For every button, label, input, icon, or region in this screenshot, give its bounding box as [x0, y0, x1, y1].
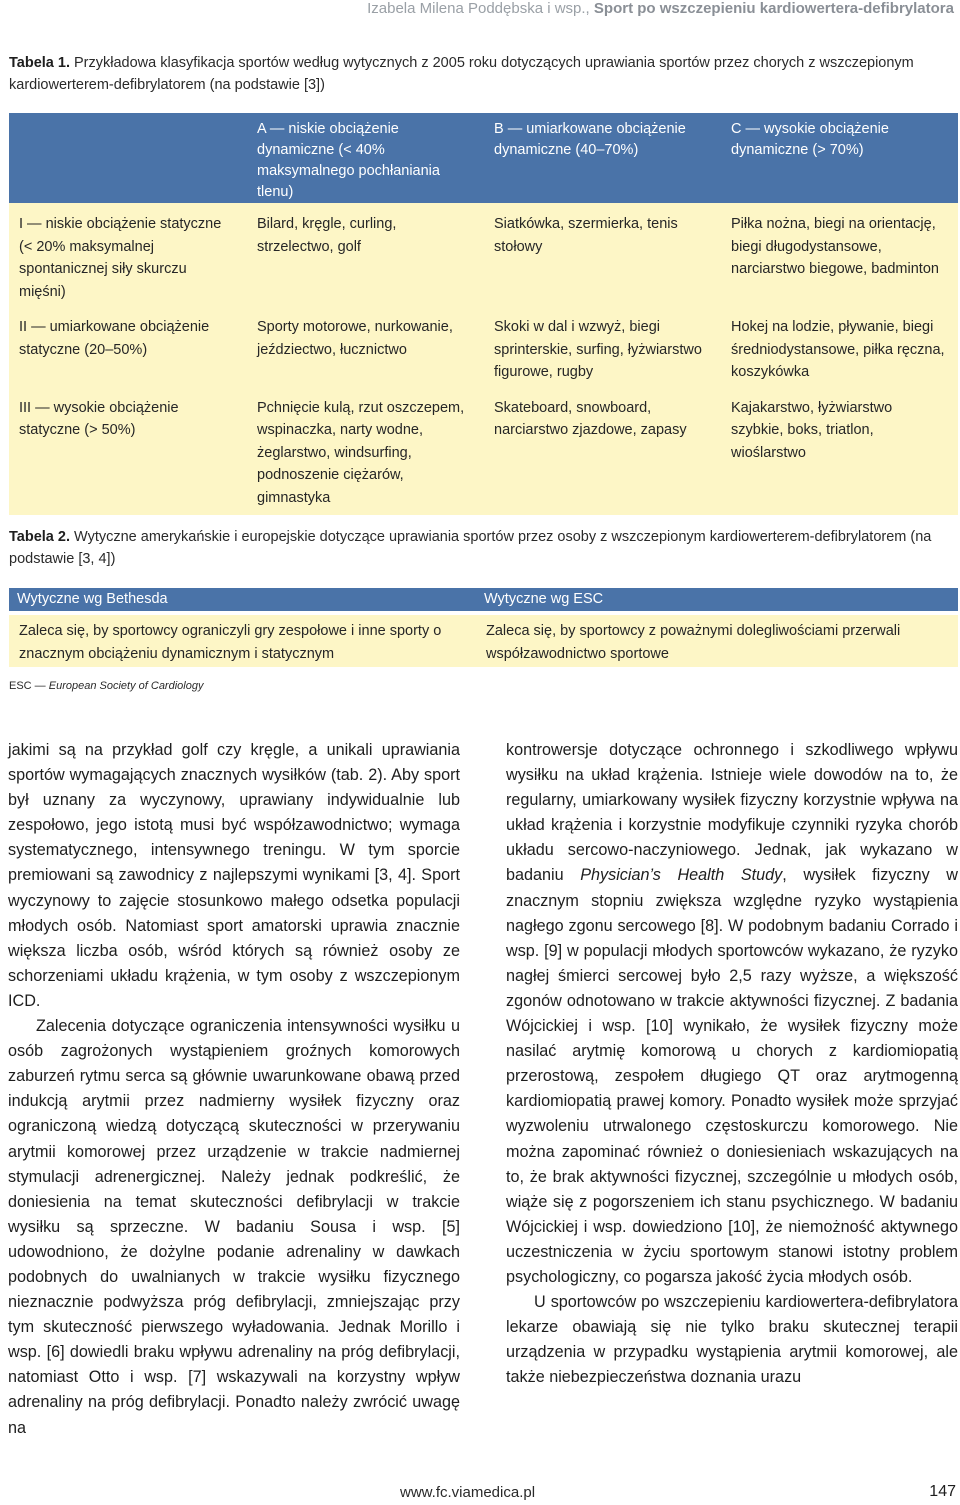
table2-caption-text: Wytyczne amerykańskie i europejskie dotyczące uprawiania sportów przez osoby z wszczepionym kardiowerterem-defibrylatorem (na podstawie [3, 4]): [9, 529, 932, 567]
table2-label: Tabela 2.: [9, 529, 70, 545]
table2-header-bethesda: Wytyczne wg Bethesda: [17, 591, 168, 607]
table2-header-esc: Wytyczne wg ESC: [484, 591, 604, 607]
footnote-text: European Society of Cardiology: [48, 680, 204, 692]
table2-header-row: [9, 588, 958, 611]
table-cell: Skoki w dal i wzwyż, biegi sprinterskie, surfing, łyżwiarstwo figurowe, rugby: [484, 310, 721, 391]
table2: [9, 588, 958, 667]
table-cell: Sporty motorowe, nurkowanie, jeździectwo, łucznictwo: [247, 310, 484, 391]
table-cell: Skateboard, snowboard, narciarstwo zjazdowe, zapasy: [484, 391, 721, 516]
running-head-authors: Izabela Milena Poddębska i wsp.,: [367, 0, 590, 17]
table1-header-c: C — wysokie obciążenie dynamiczne (> 70%): [721, 113, 958, 203]
running-head-title: Sport po wszczepieniu kardiowertera-defibrylatora: [593, 0, 954, 17]
table-cell: Kajakarstwo, łyżwiarstwo szybkie, boks, triatlon, wioślarstwo: [721, 391, 958, 516]
table1-header-empty: [9, 113, 247, 203]
table-cell: Siatkówka, szermierka, tenis stołowy: [484, 203, 721, 310]
table-cell: Bilard, kręgle, curling, strzelectwo, golf: [247, 203, 484, 310]
footer-url[interactable]: www.fc.viamedica.pl: [400, 1484, 536, 1501]
table2-caption: [9, 526, 959, 570]
body-paragraph: Zalecenia dotyczące ograniczenia intensywności wysiłku u osób zagrożonych wystąpieniem groźnych komorowych zaburzeń rytmu serca są głównie uwarunkowane obawą przed indukcją arytmii przez nadmierny wysiłek fizyczny oraz ograniczoną wiedzą dotyczącą skuteczności w przerywaniu arytmii komorowej przez urządzenie w trakcie nadmiernej stymulacji adrenergicznej. Należy jednak podkreślić, że doniesienia na temat skuteczności defibrylacji w trakcie wysiłku są sprzeczne. W badaniu Sousa i wsp. [5] udowodniono, że dożylne podanie adrenaliny w dawkach podobnych do uwalnianych w trakcie wysiłku fizycznego nieznacznie podwyższa próg defibrylacji, zmniejszając przy tym skuteczność pierwszego wyładowania. Jednak Morillo i wsp. [6] dowiedli braku wpływu adrenaliny na próg defibrylacji, natomiast Otto i wsp. [7] wskazywali na korzystny wpływ adrenaliny na próg defibrylacji. Ponadto należy zwrócić uwagę na: [8, 1017, 460, 1437]
table2-footnote: [9, 680, 203, 692]
table1-header-b: B — umiarkowane obciążenie dynamiczne (40–70%): [484, 113, 721, 203]
table1-caption: [9, 52, 959, 96]
body-column-right: [506, 738, 958, 1390]
body-paragraph: U sportowców po wszczepieniu kardiowertera-defibrylatora lekarze obawiają się nie tylko braku skutecznej terapii urządzenia w przypadku wystąpienia arytmii komorowej, ale także niebezpieczeństwa doznania urazu: [506, 1293, 958, 1387]
table-cell: I — niskie obciążenie statyczne (< 20% maksymalnej spontanicznej siły skurczu mięśni): [9, 203, 247, 310]
body-text: kontrowersje dotyczące ochronnego i szkodliwego wpływu wysiłku na układ krążenia. Istnieje wiele dowodów na to, że regularny, umiarkowany wysiłek fizyczny korzystnie wpływa na układ krążenia i korzystnie modyfikuje czynniki ryzyka chorób układu sercowo-naczyniowego. Jednak, jak wykazano w badaniu: [506, 741, 958, 885]
table-row: [9, 615, 958, 667]
table-row: [9, 203, 958, 310]
table1-label: Tabela 1.: [9, 55, 70, 71]
body-paragraph: [506, 738, 958, 1290]
body-paragraph: jakimi są na przykład golf czy kręgle, a unikali uprawiania sportów wymagających znacznych wysiłków (tab. 2). Aby sport był uznany za wyczynowy, uprawiany indywidualnie lub zespołowo, jego istotą musi być współzawodnictwo; wymaga systematycznego, intensywnego treningu. W tym sporcie premiowani są zawodnicy z najlepszymi wynikami [3, 4]. Sport wyczynowy to zajęcie stosunkowo małego odsetka populacji młodych osób. Natomiast sport amatorski uprawia znacznie większa liczba osób, wśród których są również osoby ze schorzeniami układu krążenia, w tym osoby z wszczepionym ICD.: [8, 741, 460, 1010]
table1-caption-text: Przykładowa klasyfikacja sportów według wytycznych z 2005 roku dotyczących uprawiania sportów przez chorych z wszczepionym kardiowerterem-defibrylatorem (na podstawie [3]): [9, 55, 914, 93]
table1-header-a: A — niskie obciążenie dynamiczne (< 40% maksymalnego pochłaniania tlenu): [247, 113, 484, 203]
page-number: 147: [929, 1483, 956, 1500]
table-cell: Zaleca się, by sportowcy ograniczyli gry zespołowe i inne sporty o znacznym obciążeniu dynamicznym i statycznym: [19, 623, 442, 662]
table1-header-row: [9, 113, 958, 203]
table-cell: III — wysokie obciążenie statyczne (> 50%): [9, 391, 247, 516]
running-head: [367, 0, 954, 17]
table-row: [9, 391, 958, 516]
table-cell: Pchnięcie kulą, rzut oszczepem, wspinaczka, narty wodne, żeglarstwo, windsurfing, podnoszenie ciężarów, gimnastyka: [247, 391, 484, 516]
table-cell: Zaleca się, by sportowcy z poważnymi dolegliwościami przerwali współzawodnictwo sportowe: [486, 623, 901, 662]
body-text: , wysiłek fizyczny w znacznym stopniu zwiększa względne ryzyko wystąpienia nagłego zgonu sercowego [8]. W podobnym badaniu Corrado i wsp. [9] w populacji młodych sportowców wykazano, że ryzyko nagłej śmierci sercowej było 2,5 razy wyższe, a większość zgonów odnotowano w trakcie aktywności fizycznej. Z badania Wójcickiej i wsp. [10] wynikało, że wysiłek fizyczny może nasilać arytmię komorową u chorych z kardiomiopatią przerostową, zespołem długiego QT oraz arytmogenną kardiomiopatią prawej komory. Ponadto wysiłek może sprzyjać wyzwoleniu utrwalonego częstoskurczu komorowego. Nie można zapominać również o doniesieniach wskazujących na to, że brak aktywności fizycznej, szczególnie u młodych osób, wiąże się z pogorszeniem ich stanu psychicznego. W badaniu Wójcickiej i wsp. dowiedziono [10], że niemożność aktywnego uczestniczenia w życiu sportowym stanowi istotny problem psychologiczny, co pogarsza jakość życia młodych osób.: [506, 866, 958, 1286]
table-row: [9, 310, 958, 391]
table-cell: Piłka nożna, biegi na orientację, biegi długodystansowe, narciarstwo biegowe, badminton: [721, 203, 958, 310]
table1: [9, 113, 958, 515]
footnote-abbr: ESC —: [9, 680, 46, 692]
table-cell: II — umiarkowane obciążenie statyczne (20–50%): [9, 310, 247, 391]
table-cell: Hokej na lodzie, pływanie, biegi średniodystansowe, piłka ręczna, koszykówka: [721, 310, 958, 391]
study-name: Physician’s Health Study: [580, 866, 783, 885]
body-column-left: [8, 738, 460, 1441]
